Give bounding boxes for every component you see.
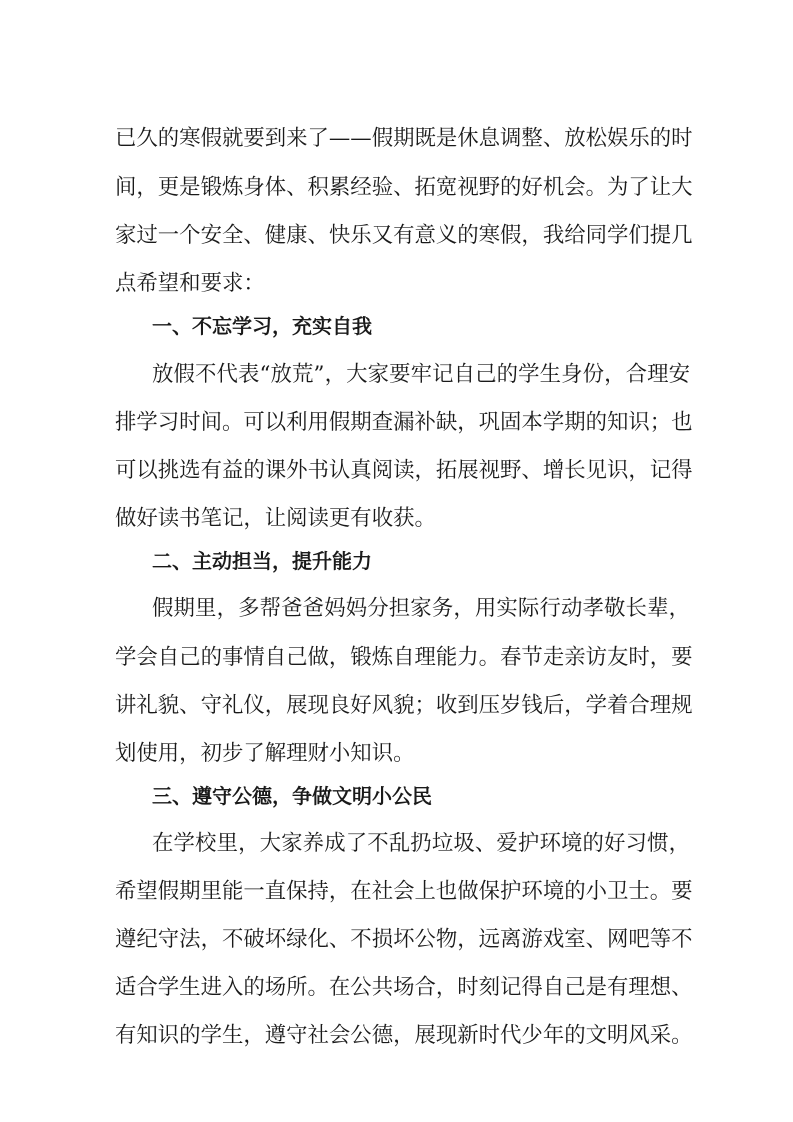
intro-line-2: 间，更是锻炼身体、积累经验、拓宽视野的好机会。为了让大 xyxy=(115,175,693,200)
section-3-heading: 三、遵守公德，争做文明小公民 xyxy=(152,784,432,808)
section-1-line-1: 放假不代表“放荒”，大家要牢记自己的学生身份，合理安 xyxy=(152,362,690,387)
section-2-heading: 二、主动担当，提升能力 xyxy=(152,549,372,573)
section-3-line-4: 适合学生进入的场所。在公共场合，时刻记得自己是有理想、 xyxy=(115,975,693,1000)
section-1-line-2: 排学习时间。可以利用假期查漏补缺，巩固本学期的知识；也 xyxy=(115,410,693,435)
intro-line-4: 点希望和要求： xyxy=(115,271,265,296)
section-2-line-1: 假期里，多帮爸爸妈妈分担家务，用实际行动孝敬长辈， xyxy=(152,596,690,621)
section-3-line-5: 有知识的学生，遵守社会公德，展现新时代少年的文明风采。 xyxy=(115,1023,693,1048)
section-2-line-2: 学会自己的事情自己做，锻炼自理能力。春节走亲访友时，要 xyxy=(115,645,693,670)
section-1-line-3: 可以挑选有益的课外书认真阅读，拓展视野、增长见识，记得 xyxy=(115,458,693,483)
section-1-heading: 一、不忘学习，充实自我 xyxy=(152,314,372,338)
section-3-line-1: 在学校里，大家养成了不乱扔垃圾、爱护环境的好习惯， xyxy=(152,831,690,856)
intro-line-1: 已久的寒假就要到来了——假期既是休息调整、放松娱乐的时 xyxy=(115,126,693,151)
intro-line-3: 家过一个安全、健康、快乐又有意义的寒假，我给同学们提几 xyxy=(115,223,693,248)
section-3-line-2: 希望假期里能一直保持，在社会上也做保护环境的小卫士。要 xyxy=(115,879,693,904)
section-2-line-4: 划使用，初步了解理财小知识。 xyxy=(115,741,415,766)
section-3-line-3: 遵纪守法，不破坏绿化、不损坏公物，远离游戏室、网吧等不 xyxy=(115,927,693,952)
section-1-line-4: 做好读书笔记，让阅读更有收获。 xyxy=(115,506,436,531)
section-2-line-3: 讲礼貌、守礼仪，展现良好风貌；收到压岁钱后，学着合理规 xyxy=(115,693,693,718)
